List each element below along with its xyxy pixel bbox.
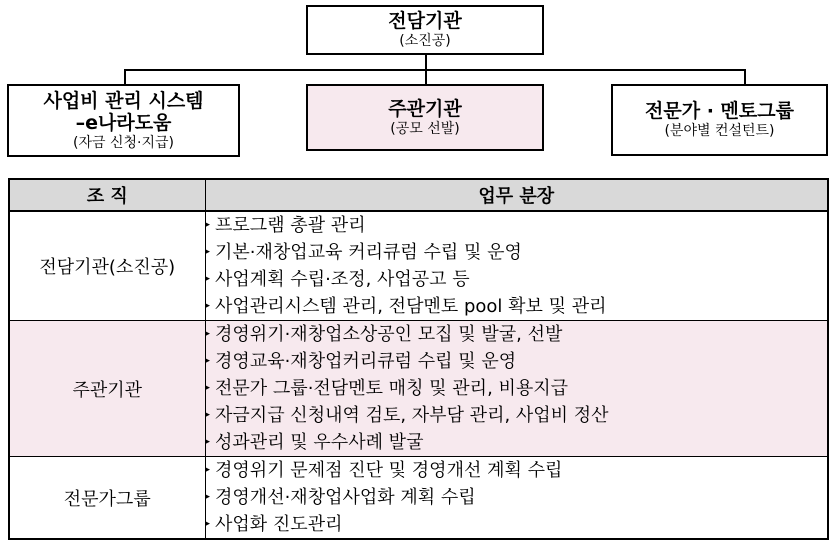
host-agency-title: 주관기관 <box>388 97 462 120</box>
expert-group-subtitle: (분야별 컨설턴트) <box>664 123 775 139</box>
triangle-bullet-icon: ▸ <box>205 436 211 447</box>
triangle-bullet-icon: ▸ <box>205 273 211 284</box>
list-item <box>206 239 828 266</box>
table-row <box>9 321 828 457</box>
duty-table <box>8 178 829 540</box>
box-lead-agency <box>306 5 544 55</box>
list-item <box>206 402 828 429</box>
box-budget-system <box>7 84 240 157</box>
duties-cell <box>205 211 828 321</box>
box-expert-group <box>611 84 828 156</box>
triangle-bullet-icon: ▸ <box>205 300 211 311</box>
duty-text: 경영개선·재창업사업화 계획 수립 <box>215 487 476 508</box>
duty-text: 기본·재창업교육 커리큐럼 수립 및 운영 <box>215 242 522 263</box>
expert-group-title: 전문가 · 멘토그룹 <box>645 100 794 122</box>
connector-center-drop <box>425 69 427 85</box>
list-item <box>206 511 828 538</box>
list-item <box>206 429 828 456</box>
triangle-bullet-icon: ▸ <box>205 219 211 230</box>
lead-agency-subtitle: (소진공) <box>399 33 451 49</box>
header-duties: 업무 분장 <box>205 179 828 211</box>
organization-cell: 전담기관(소진공) <box>9 211 205 321</box>
triangle-bullet-icon: ▸ <box>205 518 211 529</box>
connector-left-drop <box>124 69 126 85</box>
triangle-bullet-icon: ▸ <box>205 491 211 502</box>
table-row <box>9 457 828 540</box>
connector-top-vertical <box>425 54 427 70</box>
list-item <box>206 457 828 484</box>
duty-text: 경영위기·재창업소상공인 모집 및 발굴, 선발 <box>215 324 563 345</box>
header-organization: 조 직 <box>9 179 205 211</box>
duty-table-body <box>9 211 828 539</box>
list-item <box>206 293 828 320</box>
budget-system-title-line2: –e나라도움 <box>75 111 172 134</box>
list-item <box>206 321 828 348</box>
connector-horizontal <box>124 69 746 71</box>
budget-system-title-line1: 사업비 관리 시스템 <box>43 89 204 112</box>
triangle-bullet-icon: ▸ <box>205 464 211 475</box>
list-item <box>206 484 828 511</box>
duty-text: 프로그램 총괄 관리 <box>215 215 366 236</box>
list-item <box>206 375 828 402</box>
triangle-bullet-icon: ▸ <box>205 246 211 257</box>
duties-cell <box>205 457 828 540</box>
duty-text: 자금지급 신청내역 검토, 자부담 관리, 사업비 정산 <box>215 405 609 426</box>
triangle-bullet-icon: ▸ <box>205 328 211 339</box>
duty-table-header <box>9 179 828 211</box>
budget-system-subtitle: (자금 신청·지급) <box>73 134 174 151</box>
list-item <box>206 266 828 293</box>
duties-cell <box>205 321 828 457</box>
connector-right-drop <box>744 69 746 85</box>
duty-text: 경영교육·재창업커리큐럼 수립 및 운영 <box>215 351 517 372</box>
duty-text: 성과관리 및 우수사례 발굴 <box>215 432 424 453</box>
duty-text: 경영위기 문제점 진단 및 경영개선 계획 수립 <box>215 460 563 481</box>
triangle-bullet-icon: ▸ <box>205 409 211 420</box>
host-agency-subtitle: (공모 선발) <box>390 120 460 137</box>
organization-cell: 전문가그룹 <box>9 457 205 540</box>
box-host-agency <box>306 84 544 151</box>
duty-text: 사업관리시스템 관리, 전담멘토 pool 확보 및 관리 <box>215 296 607 317</box>
duty-text: 전문가 그룹·전담멘토 매칭 및 관리, 비용지급 <box>215 378 569 399</box>
duty-text: 사업계획 수립·조정, 사업공고 등 <box>215 269 470 290</box>
duty-text: 사업화 진도관리 <box>215 514 343 535</box>
triangle-bullet-icon: ▸ <box>205 355 211 366</box>
organization-cell: 주관기관 <box>9 321 205 457</box>
triangle-bullet-icon: ▸ <box>205 382 211 393</box>
table-row <box>9 211 828 321</box>
list-item <box>206 348 828 375</box>
lead-agency-title: 전담기관 <box>388 10 462 32</box>
list-item <box>206 212 828 239</box>
